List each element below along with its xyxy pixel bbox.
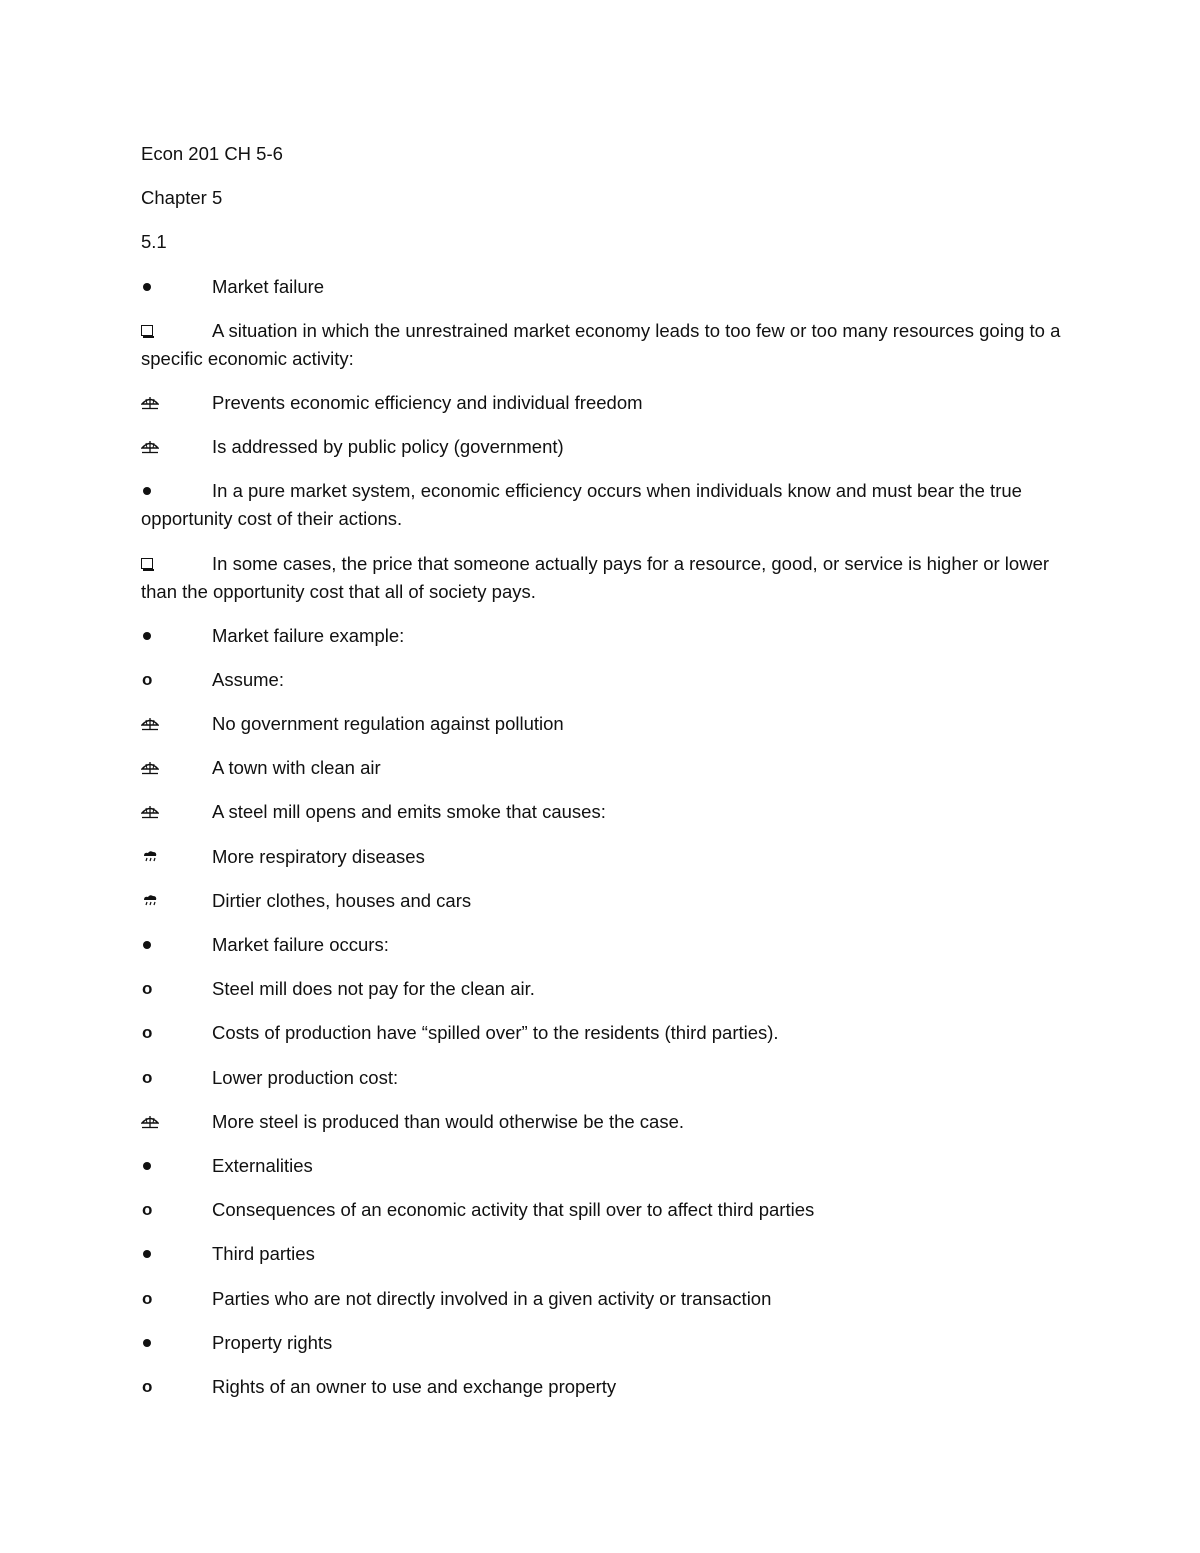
umbrella-bullet-icon <box>141 396 159 410</box>
document-body <box>141 140 1061 1417</box>
outline-item-text: In a pure market system, economic efficiency occurs when individuals know and must bear the true opportunity cost of their actions. <box>141 480 1022 530</box>
outline-item-text: Lower production cost: <box>212 1066 399 1088</box>
outline-item-text: Third parties <box>212 1243 315 1265</box>
bullet-umbrella-icon <box>141 1108 212 1136</box>
outline-list <box>141 273 1061 1401</box>
outline-item <box>141 754 1061 782</box>
outline-item-text: A steel mill opens and emits smoke that causes: <box>212 801 606 823</box>
outline-item <box>141 622 1061 650</box>
outline-item <box>141 666 1061 694</box>
outline-item <box>141 1108 1061 1136</box>
outline-item-text: Rights of an owner to use and exchange property <box>212 1375 617 1397</box>
outline-item <box>141 317 1061 373</box>
umbrella-bullet-icon <box>141 805 159 819</box>
outline-item <box>141 273 1061 301</box>
outline-item-text: No government regulation against pollution <box>212 713 564 735</box>
bullet-square-icon <box>141 550 212 578</box>
outline-item <box>141 1329 1061 1357</box>
bullet-dot-icon <box>141 1329 212 1357</box>
outline-item <box>141 1152 1061 1180</box>
bullet-dot-icon <box>141 622 212 650</box>
outline-item-text: A town with clean air <box>212 757 381 779</box>
outline-item <box>141 477 1061 533</box>
outline-item-text: More steel is produced than would otherwise be the case. <box>212 1110 685 1132</box>
umbrella-bullet-icon <box>141 1115 159 1129</box>
outline-item-text: More respiratory diseases <box>212 845 425 867</box>
outline-item <box>141 798 1061 826</box>
outline-item-text: Costs of production have “spilled over” to the residents (third parties). <box>212 1022 779 1044</box>
bullet-umbrella-icon <box>141 710 212 738</box>
bullet-square-icon <box>141 317 212 345</box>
outline-item <box>141 843 1061 871</box>
outline-item-text: In some cases, the price that someone actually pays for a resource, good, or service is higher or lower than the opportunity cost that all of society pays. <box>141 552 1050 602</box>
bullet-dot-icon <box>141 477 212 505</box>
bullet-umbrella-icon <box>141 389 212 417</box>
document-title: Econ 201 CH 5-6 <box>141 143 283 164</box>
bullet-umbrella-icon <box>141 798 212 826</box>
umbrella-bullet-icon <box>141 761 159 775</box>
outline-item <box>141 1285 1061 1313</box>
bullet-cloud-icon <box>141 843 212 871</box>
outline-item-text: Dirtier clothes, houses and cars <box>212 889 472 911</box>
outline-item-text: Market failure example: <box>212 624 405 646</box>
bullet-umbrella-icon <box>141 754 212 782</box>
bullet-circle-o-icon: o <box>142 1023 153 1043</box>
outline-item-text: A situation in which the unrestrained market economy leads to too few or too many resources going to a specific economic activity: <box>141 319 1061 369</box>
bullet-circle-o-icon: o <box>142 979 153 999</box>
outline-item <box>141 433 1061 461</box>
outline-item <box>141 389 1061 417</box>
cloud-rain-bullet-icon <box>141 850 159 862</box>
umbrella-bullet-icon <box>141 717 159 731</box>
outline-item-text: Market failure <box>212 275 325 297</box>
bullet-dot-icon <box>141 273 212 301</box>
outline-item <box>141 1019 1061 1047</box>
outline-item <box>141 1373 1061 1401</box>
bullet-dot-icon <box>141 1240 212 1268</box>
outline-item <box>141 710 1061 738</box>
outline-item-text: Consequences of an economic activity that spill over to affect third parties <box>212 1199 815 1221</box>
outline-item <box>141 1064 1061 1092</box>
outline-item-text: Assume: <box>212 668 284 690</box>
outline-item <box>141 975 1061 1003</box>
section-number: 5.1 <box>141 231 167 253</box>
outline-item-text: Externalities <box>212 1154 313 1176</box>
bullet-cloud-icon <box>141 887 212 915</box>
bullet-circle-o-icon: o <box>142 669 153 689</box>
outline-item <box>141 931 1061 959</box>
bullet-circle-o-icon: o <box>142 1067 153 1087</box>
outline-item-text: Parties who are not directly involved in a given activity or transaction <box>212 1287 772 1309</box>
outline-item-text: Prevents economic efficiency and individual freedom <box>212 391 643 413</box>
chapter-heading: Chapter 5 <box>141 187 223 209</box>
outline-item-text: Steel mill does not pay for the clean air. <box>212 978 535 1000</box>
umbrella-bullet-icon <box>141 440 159 454</box>
bullet-dot-icon <box>141 1152 212 1180</box>
outline-item-text: Property rights <box>212 1331 333 1353</box>
bullet-umbrella-icon <box>141 433 212 461</box>
bullet-dot-icon <box>141 931 212 959</box>
outline-item <box>141 550 1061 606</box>
outline-item <box>141 887 1061 915</box>
outline-item <box>141 1240 1061 1268</box>
cloud-rain-bullet-icon <box>141 894 159 906</box>
bullet-circle-o-icon: o <box>142 1376 153 1396</box>
outline-item-text: Is addressed by public policy (government) <box>212 436 564 458</box>
bullet-circle-o-icon: o <box>142 1200 153 1220</box>
outline-item <box>141 1196 1061 1224</box>
outline-item-text: Market failure occurs: <box>212 934 389 955</box>
bullet-circle-o-icon: o <box>142 1288 153 1308</box>
